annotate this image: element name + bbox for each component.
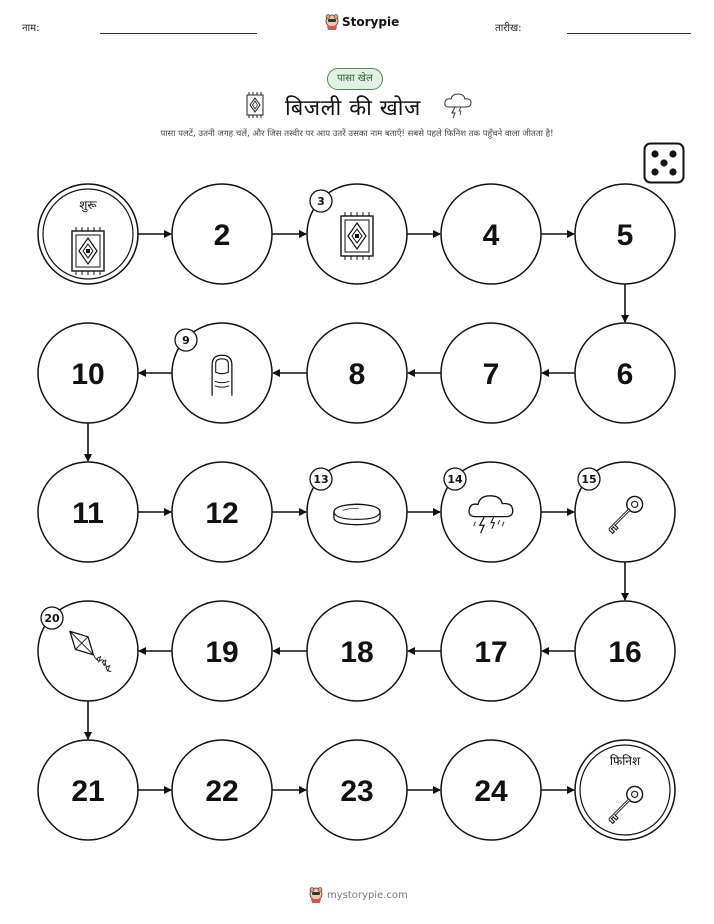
- space-number: 10: [71, 358, 105, 391]
- rug-icon: [72, 227, 104, 275]
- space-number: 12: [205, 497, 239, 530]
- space-number: 2: [213, 219, 231, 252]
- brand-name: Storypie: [342, 15, 400, 29]
- board-space-18[interactable]: [307, 601, 407, 701]
- space-number: 14: [447, 473, 463, 486]
- board-space-21[interactable]: [38, 740, 138, 840]
- board-space-8[interactable]: [307, 323, 407, 423]
- space-number: 11: [72, 497, 104, 530]
- storypie-mascot-icon: [309, 887, 323, 903]
- rug-icon: [341, 212, 373, 260]
- space-number: 9: [182, 334, 190, 347]
- board-space-14[interactable]: [441, 462, 541, 562]
- board-space-19[interactable]: [172, 601, 272, 701]
- board-space-3[interactable]: [307, 184, 407, 284]
- board-space-7[interactable]: [441, 323, 541, 423]
- footer: [309, 887, 408, 903]
- board-space-2[interactable]: [172, 184, 272, 284]
- board-space-6[interactable]: [575, 323, 675, 423]
- board-space-20[interactable]: [38, 601, 138, 701]
- space-number: 7: [482, 358, 500, 391]
- space-number: 21: [71, 775, 105, 808]
- footer-site[interactable]: mystorypie.com: [327, 889, 408, 901]
- game-type-badge: पासा खेल: [327, 68, 383, 90]
- date-label: तारीख:: [495, 23, 522, 34]
- space-number: 3: [317, 195, 325, 208]
- board-cells: [38, 184, 675, 840]
- board-space-16[interactable]: [575, 601, 675, 701]
- space-number: 19: [205, 636, 239, 669]
- board-space-10[interactable]: [38, 323, 138, 423]
- space-number: 23: [340, 775, 374, 808]
- start-label: शुरू: [79, 198, 97, 212]
- board-space-23[interactable]: [307, 740, 407, 840]
- space-number: 15: [581, 473, 597, 486]
- board-space-9[interactable]: [172, 323, 272, 423]
- board-space-24[interactable]: [441, 740, 541, 840]
- finish-space[interactable]: [575, 740, 675, 840]
- board-space-13[interactable]: [307, 462, 407, 562]
- space-number: 18: [340, 636, 374, 669]
- fingernail-icon: [212, 355, 232, 396]
- board-space-17[interactable]: [441, 601, 541, 701]
- space-number: 17: [474, 636, 508, 669]
- space-number: 24: [474, 775, 508, 808]
- name-label: नाम:: [22, 23, 40, 34]
- finish-label: फिनिश: [609, 754, 641, 768]
- board-space-11[interactable]: [38, 462, 138, 562]
- board-space-15[interactable]: [575, 462, 675, 562]
- space-number: 13: [313, 473, 329, 486]
- page-title: बिजली की खोज: [285, 96, 421, 121]
- space-number: 16: [608, 636, 642, 669]
- instructions: पासा पलटें, उतनी जगह चलें, और जिस तस्वीर पर आप उतरें उसका नाम बताएँ! सबसे पहले फिनिश तक पहुँचने वाला जीतता है!: [160, 129, 554, 139]
- space-number: 4: [482, 219, 500, 252]
- space-number: 22: [205, 775, 239, 808]
- board-space-5[interactable]: [575, 184, 675, 284]
- space-number: 6: [616, 358, 634, 391]
- space-number: 8: [348, 358, 366, 391]
- space-number: 20: [44, 612, 60, 625]
- board-space-4[interactable]: [441, 184, 541, 284]
- board-space-22[interactable]: [172, 740, 272, 840]
- start-space[interactable]: [38, 184, 138, 284]
- space-number: 5: [616, 219, 634, 252]
- board-space-12[interactable]: [172, 462, 272, 562]
- soap-bar-icon: [334, 504, 380, 524]
